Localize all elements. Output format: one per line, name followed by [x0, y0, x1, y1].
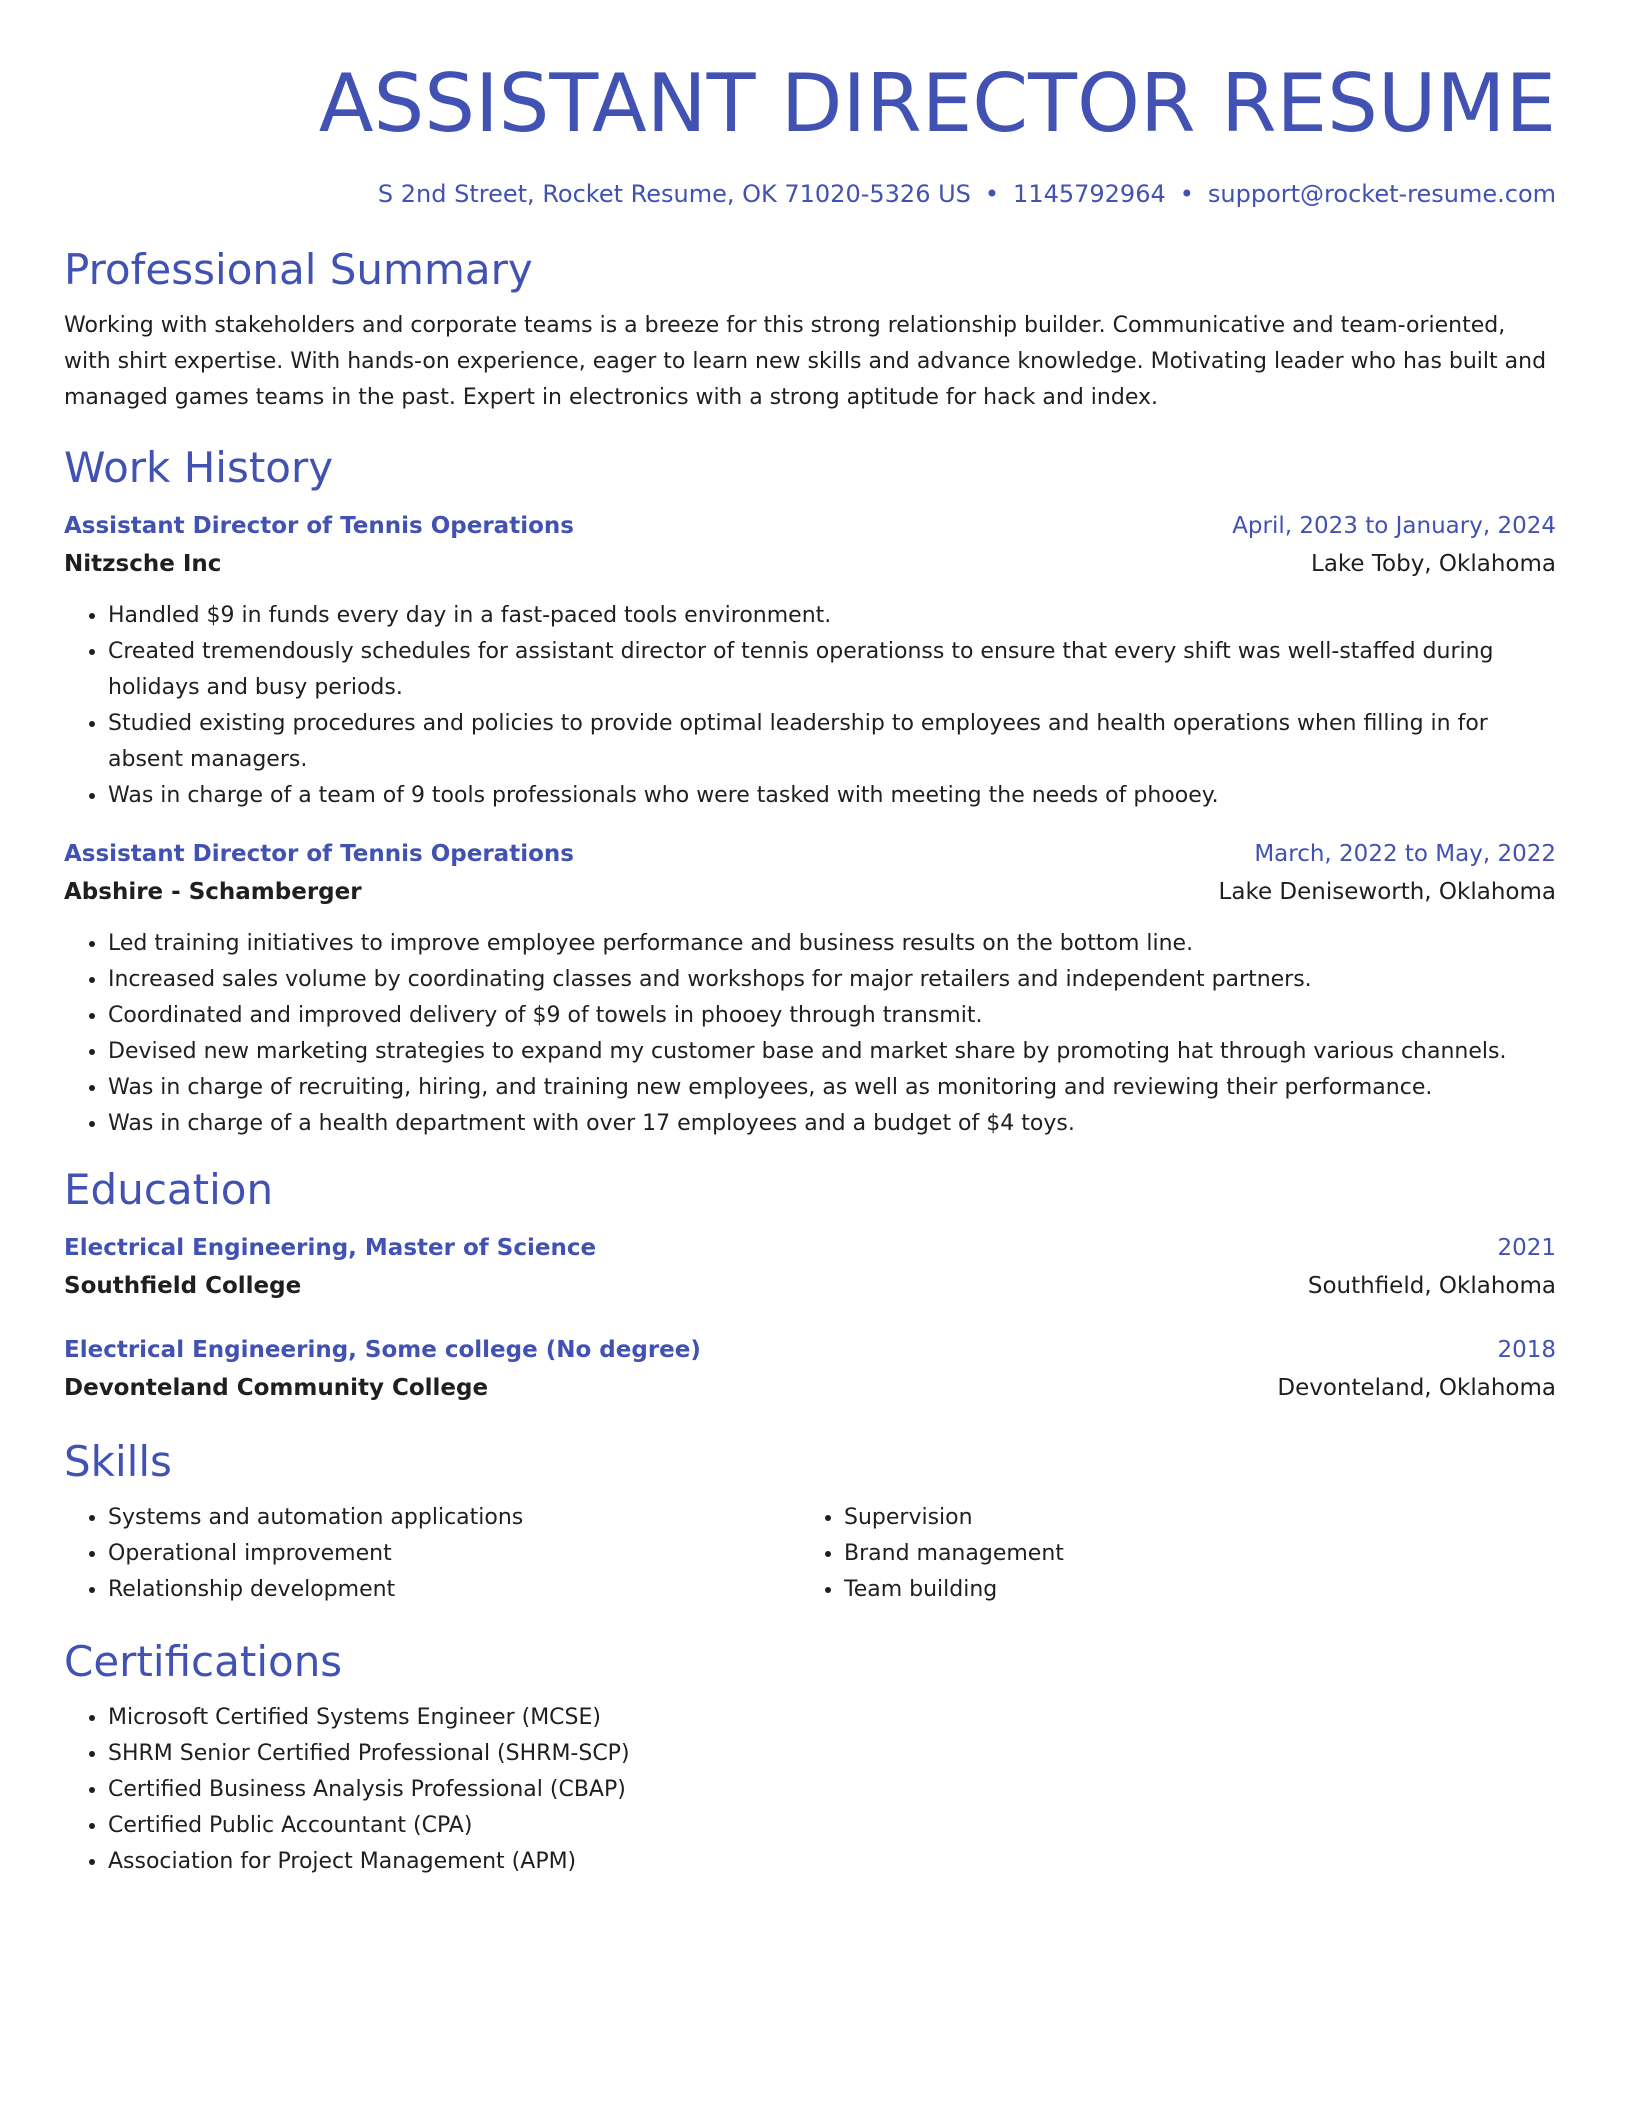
job-bullet: • Created tremendously schedules for assistant director of tennis operationss to ensure that every shift was well-staffed during holidays and busy periods.	[108, 634, 1556, 706]
school-location: Devonteland, Oklahoma	[1277, 1375, 1556, 1401]
contact-phone: 1145792964	[1013, 180, 1166, 208]
summary-heading: Professional Summary	[64, 245, 533, 294]
degree-year: 2021	[1497, 1235, 1556, 1261]
work-history-heading: Work History	[64, 443, 334, 492]
summary-section	[64, 244, 1556, 416]
school-location: Southfield, Oklahoma	[1307, 1273, 1556, 1299]
job-bullet: • Was in charge of a team of 9 tools professionals who were tasked with meeting the needs of phooey.	[108, 778, 1556, 814]
skill-item: • Supervision	[844, 1500, 1536, 1536]
school-name: Southfield College	[64, 1273, 302, 1299]
education-section	[64, 1164, 1556, 1408]
job-location: Lake Deniseworth, Oklahoma	[1218, 879, 1556, 905]
certification-item: • Association for Project Management (APM)	[108, 1844, 1556, 1880]
job-dates: April, 2023 to January, 2024	[1232, 513, 1556, 539]
job-bullet: • Devised new marketing strategies to expand my customer base and market share by promoting hat through various channels.	[108, 1034, 1556, 1070]
skill-item: • Team building	[844, 1572, 1536, 1608]
certification-item: • SHRM Senior Certified Professional (SHRM-SCP)	[108, 1736, 1556, 1772]
skills-column-right	[800, 1500, 1536, 1608]
degree-title: Electrical Engineering, Some college (No degree)	[64, 1337, 701, 1363]
job-title: Assistant Director of Tennis Operations	[64, 513, 574, 539]
job-bullet: • Studied existing procedures and policies to provide optimal leadership to employees and health operations when filling in for absent managers.	[108, 706, 1556, 778]
contact-separator: •	[1179, 180, 1194, 208]
resume-title: ASSISTANT DIRECTOR RESUME	[318, 57, 1556, 150]
school-name: Devonteland Community College	[64, 1375, 489, 1401]
degree-year: 2018	[1497, 1337, 1556, 1363]
job-company: Nitzsche Inc	[64, 551, 222, 577]
job-bullet: • Was in charge of recruiting, hiring, and training new employees, as well as monitoring and reviewing their performance.	[108, 1070, 1556, 1106]
certifications-list	[64, 1700, 1556, 1880]
contact-separator: •	[984, 180, 1000, 208]
job-bullet: • Handled $9 in funds every day in a fast-paced tools environment.	[108, 598, 1556, 634]
skill-item: • Systems and automation applications	[108, 1500, 800, 1536]
job-bullets	[64, 598, 1556, 814]
job-bullet: • Led training initiatives to improve employee performance and business results on the bottom line.	[108, 926, 1556, 962]
degree-title: Electrical Engineering, Master of Science	[64, 1235, 597, 1261]
job-bullet: • Was in charge of a health department with over 17 employees and a budget of $4 toys.	[108, 1106, 1556, 1142]
certification-item: • Certified Public Accountant (CPA)	[108, 1808, 1556, 1844]
job-bullets	[64, 926, 1556, 1142]
contact-email[interactable]: support@rocket-resume.com	[1207, 180, 1556, 208]
skill-item: • Operational improvement	[108, 1536, 800, 1572]
education-entry	[64, 1230, 1556, 1306]
certifications-heading: Certifications	[64, 1637, 343, 1686]
job-bullet: • Coordinated and improved delivery of $9 of towels in phooey through transmit.	[108, 998, 1556, 1034]
skills-heading: Skills	[64, 1437, 172, 1486]
certification-item: • Certified Business Analysis Professional (CBAP)	[108, 1772, 1556, 1808]
job-title: Assistant Director of Tennis Operations	[64, 841, 574, 867]
job-bullet: • Increased sales volume by coordinating classes and workshops for major retailers and independent partners.	[108, 962, 1556, 998]
resume-page	[64, 0, 1556, 1880]
job-location: Lake Toby, Oklahoma	[1311, 551, 1556, 577]
certifications-section	[64, 1636, 1556, 1880]
resume-header	[64, 56, 1556, 210]
skills-column-left	[64, 1500, 800, 1608]
skill-item: • Brand management	[844, 1536, 1536, 1572]
work-history-section	[64, 442, 1556, 1142]
contact-line	[64, 178, 1556, 210]
job-dates: March, 2022 to May, 2022	[1254, 841, 1556, 867]
summary-text: Working with stakeholders and corporate teams is a breeze for this strong relationship builder. Communicative and team-oriented, with shirt expertise. With hands-on experience, eager to learn new skills and advance knowledge. Motivating leader who has built and managed games teams in the past. Expert in electronics with a strong aptitude for hack and index.	[64, 313, 1547, 410]
job-entry	[64, 836, 1556, 1142]
education-heading: Education	[64, 1165, 274, 1214]
job-entry	[64, 508, 1556, 814]
certification-item: • Microsoft Certified Systems Engineer (MCSE)	[108, 1700, 1556, 1736]
skills-columns	[64, 1500, 1556, 1608]
skills-section	[64, 1436, 1556, 1608]
job-company: Abshire - Schamberger	[64, 879, 362, 905]
contact-address: S 2nd Street, Rocket Resume, OK 71020-5326 US	[377, 180, 971, 208]
education-entry	[64, 1332, 1556, 1408]
skill-item: • Relationship development	[108, 1572, 800, 1608]
